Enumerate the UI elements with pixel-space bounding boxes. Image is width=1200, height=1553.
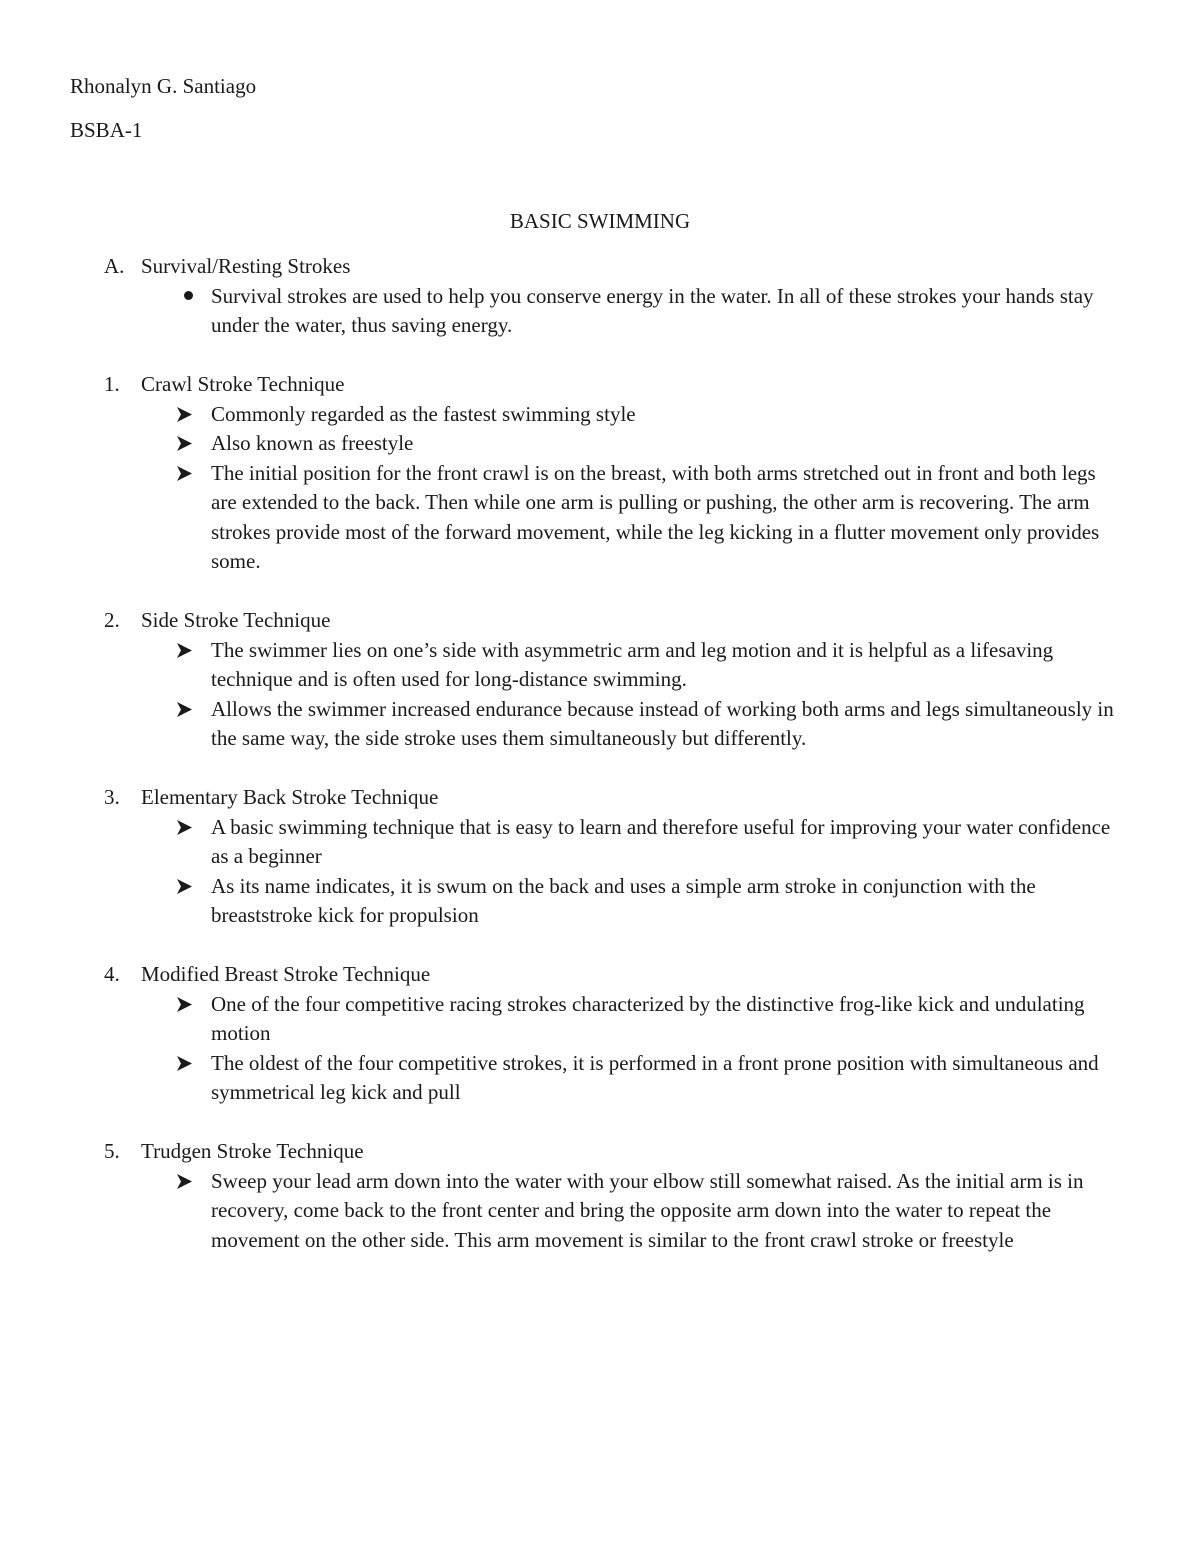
section-marker: 1. [104,372,120,396]
section-gap [0,577,1200,607]
list-item [211,282,1126,341]
section-gap [0,754,1200,784]
section-1 [0,370,1200,577]
arrowhead-bullet-icon [176,1049,200,1072]
author-name: Rhonalyn G. Santiago [70,74,257,98]
document-title: BASIC SWIMMING [509,209,691,233]
list-item-text: Commonly regarded as the fastest swimming style [211,401,636,426]
list-item-text: The swimmer lies on one’s side with asymmetric arm and leg motion and it is helpful as a lifesaving technique and is often used for long-distance swimming. [211,637,1054,691]
list-item-text: The oldest of the four competitive strokes, it is performed in a front prone position with simultaneous and symmetrical leg kick and pull [211,1050,1099,1104]
section-title: Modified Breast Stroke Technique [141,962,431,986]
arrowhead-bullet-icon [176,1167,200,1190]
section-marker: 5. [104,1139,120,1163]
list-item [211,872,1126,931]
arrowhead-bullet-icon [176,872,200,895]
section-title: Trudgen Stroke Technique [141,1139,364,1163]
section-title: Side Stroke Technique [141,608,331,632]
section-gap [0,1108,1200,1138]
section-marker: 3. [104,785,120,809]
list-item-text: One of the four competitive racing strokes characterized by the distinctive frog-like kick and undulating motion [211,991,1085,1045]
section-heading [0,783,1200,813]
list-item [211,1049,1126,1108]
filled-dot-icon [176,282,200,312]
section-heading [0,370,1200,400]
list-item [211,400,1126,430]
section-2 [0,606,1200,754]
arrowhead-bullet-icon [176,459,200,482]
section-title: Elementary Back Stroke Technique [141,785,439,809]
arrowhead-bullet-icon [176,429,200,452]
arrowhead-bullet-icon [176,400,200,423]
list-item [211,1167,1126,1256]
section-4 [0,960,1200,1108]
section-gap [0,931,1200,961]
section-heading [0,960,1200,990]
section-heading [0,1137,1200,1167]
arrowhead-bullet-icon [176,636,200,659]
section-3 [0,783,1200,931]
list-item-text: Also known as freestyle [211,431,414,455]
arrowhead-bullet-icon [176,813,200,836]
list-item [211,459,1126,577]
section-heading [0,606,1200,636]
author-course: BSBA-1 [70,118,143,142]
list-item [211,636,1126,695]
section-marker: 4. [104,962,120,986]
section-heading [0,252,1200,282]
section-marker: 2. [104,608,120,632]
list-item-text: Allows the swimmer increased endurance because instead of working both arms and legs simultaneously in the same way, the side stroke uses them simultaneously but differently. [211,696,1114,750]
list-item [211,990,1126,1049]
list-item-text: As its name indicates, it is swum on the back and uses a simple arm stroke in conjunction with the breaststroke kick for propulsion [211,873,1036,927]
section-title: Survival/Resting Strokes [141,254,351,278]
section-title: Crawl Stroke Technique [141,372,345,396]
list-item [211,429,1126,459]
section-survival-strokes [0,252,1200,341]
document-body [0,252,1200,1255]
list-item-text: Sweep your lead arm down into the water with your elbow still somewhat raised. As the initial arm is in recovery, come back to the front center and bring the opposite arm down into the water to repeat the movement on the other side. This arm movement is similar to the front crawl stroke or freestyle [211,1168,1084,1252]
arrowhead-bullet-icon [176,695,200,718]
section-gap [0,341,1200,371]
list-item [211,813,1126,872]
list-item-text: A basic swimming technique that is easy to learn and therefore useful for improving your water confidence as a beginner [211,814,1111,868]
numbered-sections [0,341,1200,1256]
list-item-text: The initial position for the front crawl is on the breast, with both arms stretched out in front and both legs are extended to the back. Then while one arm is pulling or pushing, the other arm is recovering. The arm strokes provide most of the forward movement, while the leg kicking in a flutter movement only provides some. [211,460,1100,573]
section-marker: A. [104,254,125,278]
list-item-text: Survival strokes are used to help you conserve energy in the water. In all of these strokes your hands stay under the water, thus saving energy. [211,283,1094,337]
arrowhead-bullet-icon [176,990,200,1013]
list-item [211,695,1126,754]
section-5 [0,1137,1200,1255]
